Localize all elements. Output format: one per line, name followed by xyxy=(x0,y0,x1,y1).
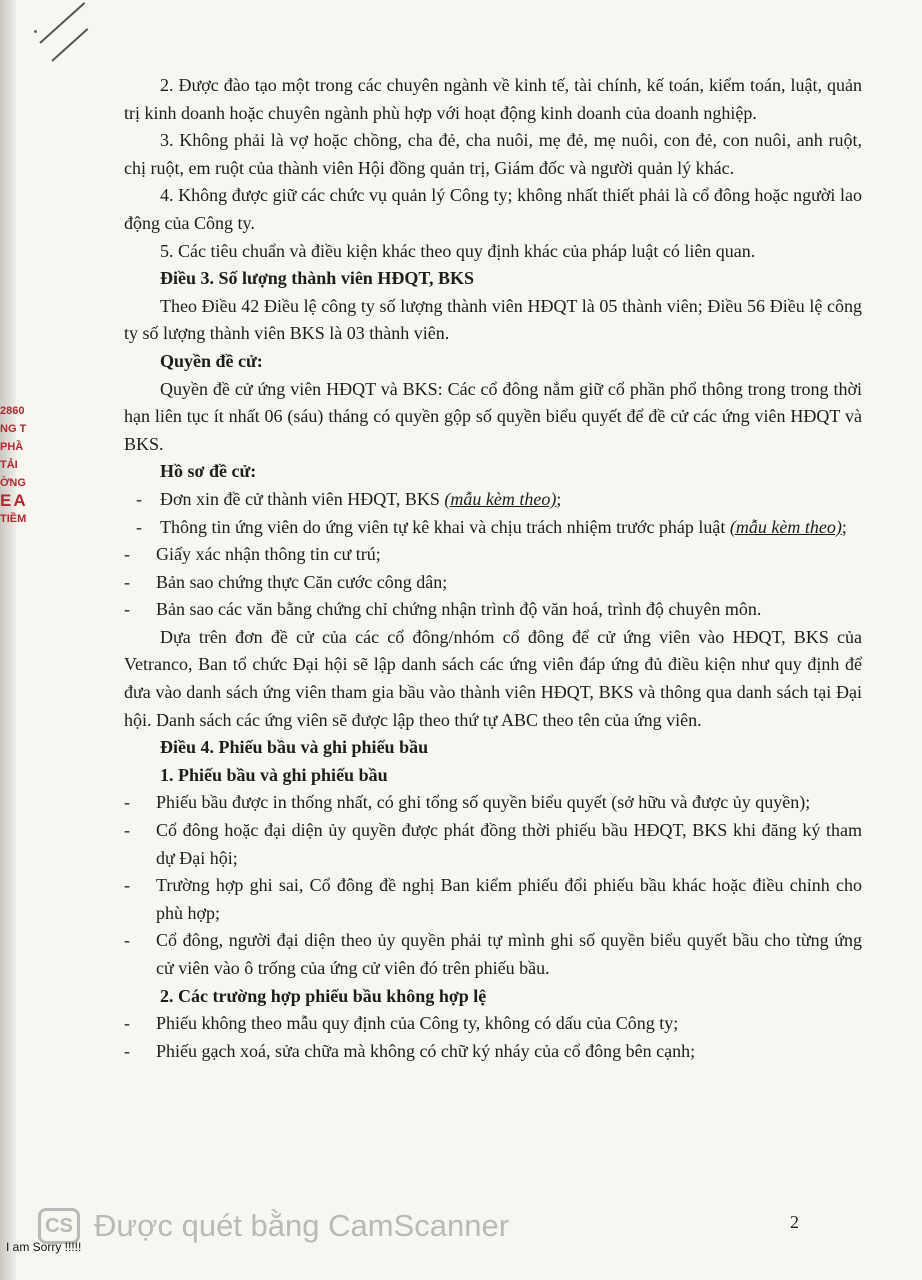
list-item: - Giấy xác nhận thông tin cư trú; xyxy=(124,544,381,565)
list-item: - Cổ đông hoặc đại diện ủy quyền được phát đồng thời phiếu bầu HĐQT, BKS khi đăng ký tham dự Đại hội; xyxy=(124,820,862,868)
corner-fold-mark xyxy=(51,28,88,62)
list-item: - Thông tin ứng viên do ứng viên tự kê khai và chịu trách nhiệm trước pháp luật (mẫu kèm theo); xyxy=(136,516,847,537)
page-number: 2 xyxy=(790,1212,799,1232)
list-item: - Phiếu không theo mẫu quy định của Công ty, không có dấu của Công ty; xyxy=(124,1013,679,1034)
paragraph-item-5: 5. Các tiêu chuẩn và điều kiện khác theo quy định khác của pháp luật có liên quan. xyxy=(160,240,756,261)
list-item: - Phiếu bầu được in thống nhất, có ghi tổng số quyền biểu quyết (sở hữu và được ủy quyền); xyxy=(124,792,811,813)
company-stamp-fragment: 2860 NG T PHẦ TẢI ỜNG EA TIỀM xyxy=(0,405,28,525)
nomination-right-text: Quyền đề cử ứng viên HĐQT và BKS: Các cổ đông nắm giữ cổ phần phổ thông trong trong thời hạn liên tục ít nhất 06 (sáu) tháng có quyền gộp số quyền biểu quyết để đề cử các ứng viên HĐQT và BKS. xyxy=(124,378,862,454)
paragraph-item-3: 3. Không phải là vợ hoặc chồng, cha đẻ, cha nuôi, mẹ đẻ, mẹ nuôi, con đẻ, con nuôi, anh ruột, chị ruột, em ruột của thành viên Hội đồng quản trị, Giám đốc và người quản lý khác. xyxy=(124,130,862,178)
list-item: - Đơn xin đề cử thành viên HĐQT, BKS (mẫu kèm theo); xyxy=(136,488,562,509)
dossier-text: Dựa trên đơn đề cử của các cổ đông/nhóm cổ đông để cử ứng viên vào HĐQT, BKS của Vetranco, Ban tổ chức Đại hội sẽ lập danh sách các ứng viên đáp ứng đủ điều kiện như quy định để đưa vào danh sách ứng viên tham gia bầu vào thành viên HĐQT, BKS và thông qua danh sách tại Đại hội. Danh sách các ứng viên sẽ được lập theo thứ tự ABC theo tên của ứng viên. xyxy=(124,626,862,730)
camscanner-logo-icon: CS xyxy=(38,1208,80,1244)
watermark-text: Được quét bằng CamScanner xyxy=(94,1208,510,1243)
list-item: - Bản sao chứng thực Căn cước công dân; xyxy=(124,571,448,592)
dossier-heading: Hồ sơ đề cử: xyxy=(160,461,257,482)
camscanner-watermark xyxy=(38,1208,509,1244)
scan-dot xyxy=(34,30,37,33)
list-item: - Cổ đông, người đại diện theo ủy quyền phải tự mình ghi số quyền biểu quyết bầu cho từng ứng cử viên vào ô trống của ứng cử viên đó trên phiếu bầu. xyxy=(124,930,862,978)
list-item: - Phiếu gạch xoá, sửa chữa mà không có chữ ký nháy của cổ đông bên cạnh; xyxy=(124,1040,696,1061)
article-3-heading: Điều 3. Số lượng thành viên HĐQT, BKS xyxy=(160,268,475,289)
article-4-heading: Điều 4. Phiếu bầu và ghi phiếu bầu xyxy=(160,737,429,758)
paragraph-item-4: 4. Không được giữ các chức vụ quản lý Công ty; không nhất thiết phải là cổ đông hoặc người lao động của Công ty. xyxy=(124,185,862,233)
section-1-heading: 1. Phiếu bầu và ghi phiếu bầu xyxy=(160,764,388,785)
article-3-text: Theo Điều 42 Điều lệ công ty số lượng thành viên HĐQT là 05 thành viên; Điều 56 Điều lệ công ty số lượng thành viên BKS là 03 thành viên. xyxy=(124,295,862,344)
nomination-right-heading: Quyền đề cử: xyxy=(160,350,263,371)
list-item: - Trường hợp ghi sai, Cổ đông đề nghị Ban kiểm phiếu đổi phiếu bầu khác hoặc điều chỉnh cho phù hợp; xyxy=(124,875,862,923)
list-item: - Bản sao các văn bằng chứng chỉ chứng nhận trình độ văn hoá, trình độ chuyên môn. xyxy=(124,599,762,620)
scan-edge-shadow xyxy=(0,0,16,1280)
paragraph-item-2: 2. Được đào tạo một trong các chuyên ngành về kinh tế, tài chính, kế toán, kiểm toán, luật, quản trị kinh doanh hoặc chuyên ngành phù hợp với hoạt động kinh doanh của doanh nghiệp. xyxy=(124,75,862,123)
footer-note: I am Sorry !!!!! xyxy=(6,1240,82,1254)
document-body xyxy=(124,72,862,1065)
section-2-heading: 2. Các trường hợp phiếu bầu không hợp lệ xyxy=(160,985,487,1006)
